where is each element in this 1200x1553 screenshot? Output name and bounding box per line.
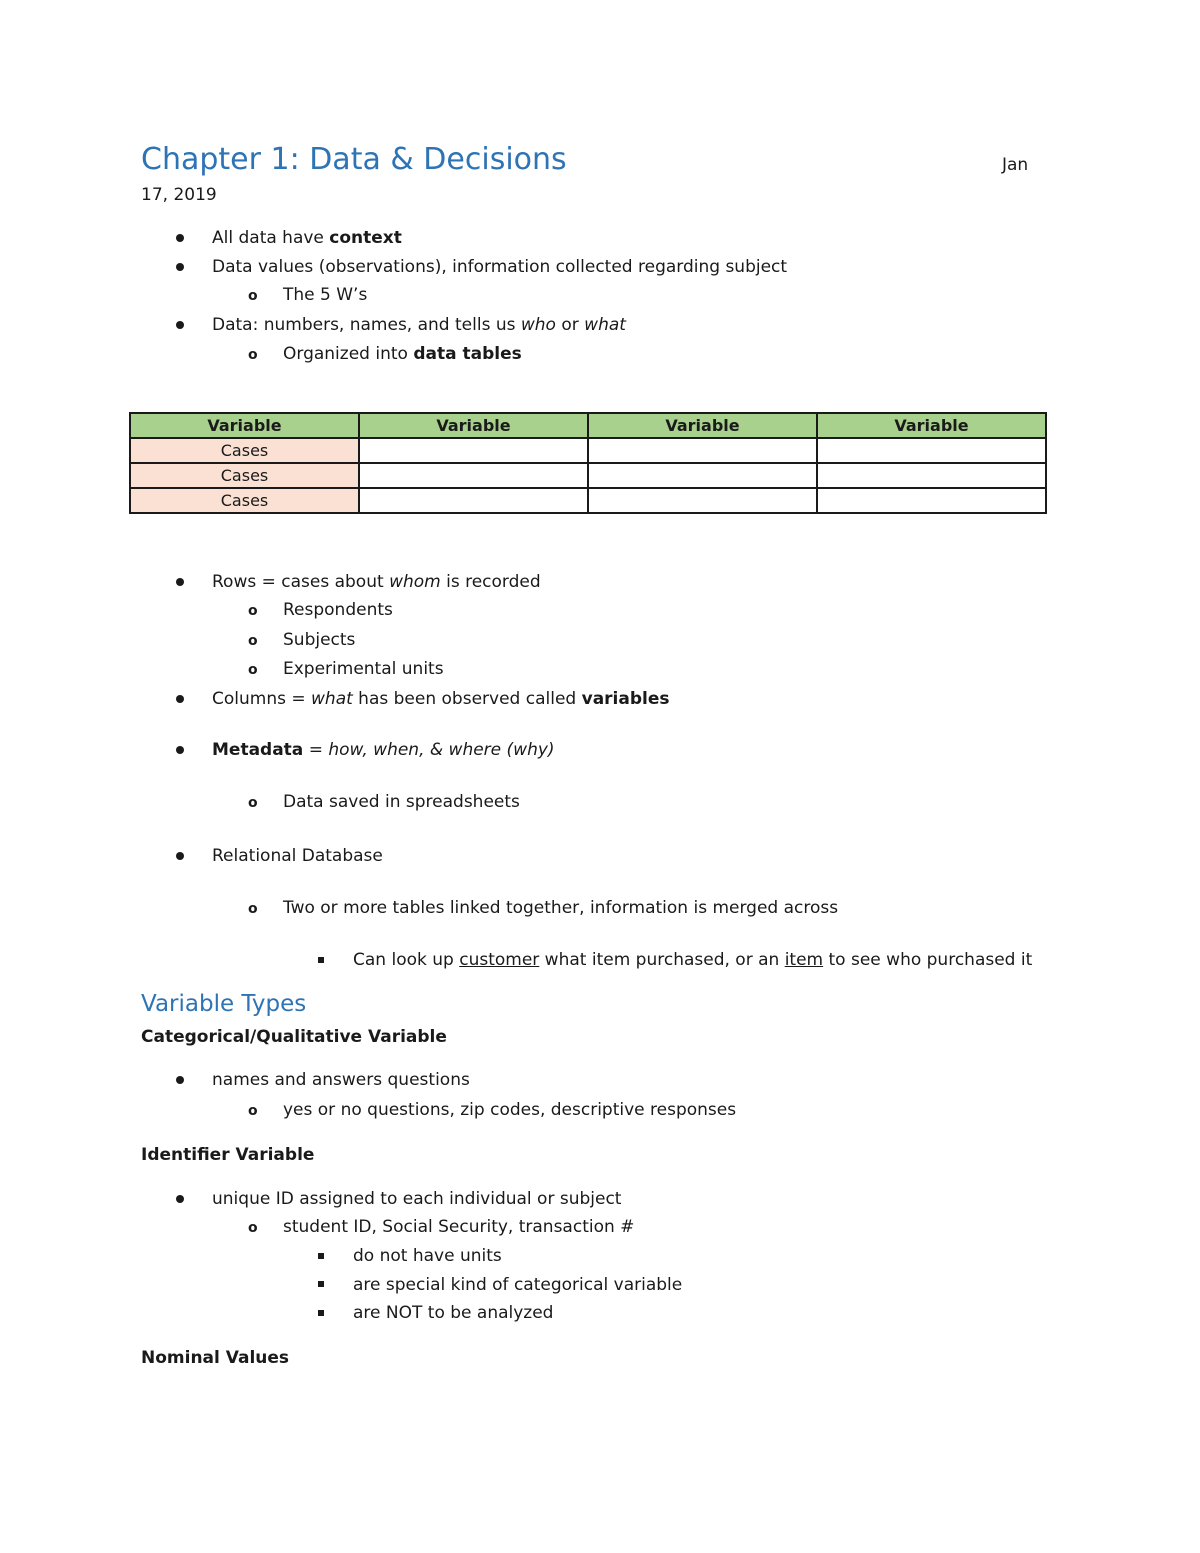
table-cell bbox=[359, 438, 588, 463]
list-item: Data saved in spreadsheets bbox=[283, 792, 520, 812]
table-cell bbox=[817, 488, 1046, 513]
table-cell bbox=[588, 488, 817, 513]
list-item: Columns = what has been observed called variables bbox=[212, 689, 670, 709]
list-item: Respondents bbox=[283, 600, 393, 620]
list-item: Relational Database bbox=[212, 846, 383, 866]
table-header-cell: Variable bbox=[130, 413, 359, 438]
table-cell bbox=[817, 463, 1046, 488]
subsection-heading: Categorical/Qualitative Variable bbox=[141, 1027, 447, 1047]
table-header-cell: Variable bbox=[817, 413, 1046, 438]
table-header-cell: Variable bbox=[359, 413, 588, 438]
bullet-icon bbox=[176, 1076, 184, 1084]
table-row bbox=[130, 463, 1046, 488]
table-row-label: Cases bbox=[130, 488, 359, 513]
list-item: are special kind of categorical variable bbox=[353, 1275, 683, 1295]
sub-bullet-icon: o bbox=[248, 288, 258, 304]
bullet-icon bbox=[176, 746, 184, 754]
table-cell bbox=[817, 438, 1046, 463]
table-header-cell: Variable bbox=[588, 413, 817, 438]
sub-bullet-icon: o bbox=[248, 1103, 258, 1119]
page-title: Chapter 1: Data & Decisions bbox=[141, 142, 567, 177]
table-row-label: Cases bbox=[130, 438, 359, 463]
list-item: yes or no questions, zip codes, descriptive responses bbox=[283, 1100, 737, 1120]
bullet-icon bbox=[176, 263, 184, 271]
sub-bullet-icon: o bbox=[248, 1220, 258, 1236]
bullet-icon bbox=[176, 578, 184, 586]
table-cell bbox=[588, 463, 817, 488]
table-cell bbox=[588, 438, 817, 463]
list-item: Rows = cases about whom is recorded bbox=[212, 572, 541, 592]
square-bullet-icon bbox=[318, 957, 324, 963]
subsection-heading: Nominal Values bbox=[141, 1348, 290, 1368]
square-bullet-icon bbox=[318, 1253, 324, 1259]
sub-bullet-icon: o bbox=[248, 901, 258, 917]
list-item: are NOT to be analyzed bbox=[353, 1303, 554, 1323]
sub-bullet-icon: o bbox=[248, 633, 258, 649]
list-item: names and answers questions bbox=[212, 1070, 470, 1090]
list-item: Organized into data tables bbox=[283, 344, 522, 364]
table-row-label: Cases bbox=[130, 463, 359, 488]
list-item: Data: numbers, names, and tells us who or what bbox=[212, 315, 626, 335]
list-item: Experimental units bbox=[283, 659, 444, 679]
bullet-icon bbox=[176, 234, 184, 242]
bullet-icon bbox=[176, 321, 184, 329]
square-bullet-icon bbox=[318, 1281, 324, 1287]
data-table bbox=[129, 412, 1047, 514]
bullet-icon bbox=[176, 695, 184, 703]
list-item: Data values (observations), information collected regarding subject bbox=[212, 257, 788, 277]
table-row bbox=[130, 488, 1046, 513]
table-row bbox=[130, 438, 1046, 463]
table-header-row bbox=[130, 413, 1046, 438]
sub-bullet-icon: o bbox=[248, 603, 258, 619]
bullet-icon bbox=[176, 1195, 184, 1203]
sub-bullet-icon: o bbox=[248, 347, 258, 363]
list-item: Two or more tables linked together, information is merged across bbox=[283, 898, 839, 918]
square-bullet-icon bbox=[318, 1310, 324, 1316]
list-item: Metadata = how, when, & where (why) bbox=[212, 740, 555, 760]
date-day-year: 17, 2019 bbox=[141, 185, 217, 205]
list-item: unique ID assigned to each individual or subject bbox=[212, 1189, 622, 1209]
list-item: student ID, Social Security, transaction # bbox=[283, 1217, 635, 1237]
date-month: Jan bbox=[1002, 155, 1029, 175]
list-item: do not have units bbox=[353, 1246, 502, 1266]
table-cell bbox=[359, 488, 588, 513]
list-item: The 5 W’s bbox=[283, 285, 368, 305]
list-item: Can look up customer what item purchased, or an item to see who purchased it bbox=[353, 950, 1033, 970]
section-heading: Variable Types bbox=[141, 991, 307, 1017]
sub-bullet-icon: o bbox=[248, 662, 258, 678]
sub-bullet-icon: o bbox=[248, 795, 258, 811]
table-cell bbox=[359, 463, 588, 488]
subsection-heading: Identifier Variable bbox=[141, 1145, 315, 1165]
list-item: All data have context bbox=[212, 228, 402, 248]
list-item: Subjects bbox=[283, 630, 356, 650]
bullet-icon bbox=[176, 852, 184, 860]
